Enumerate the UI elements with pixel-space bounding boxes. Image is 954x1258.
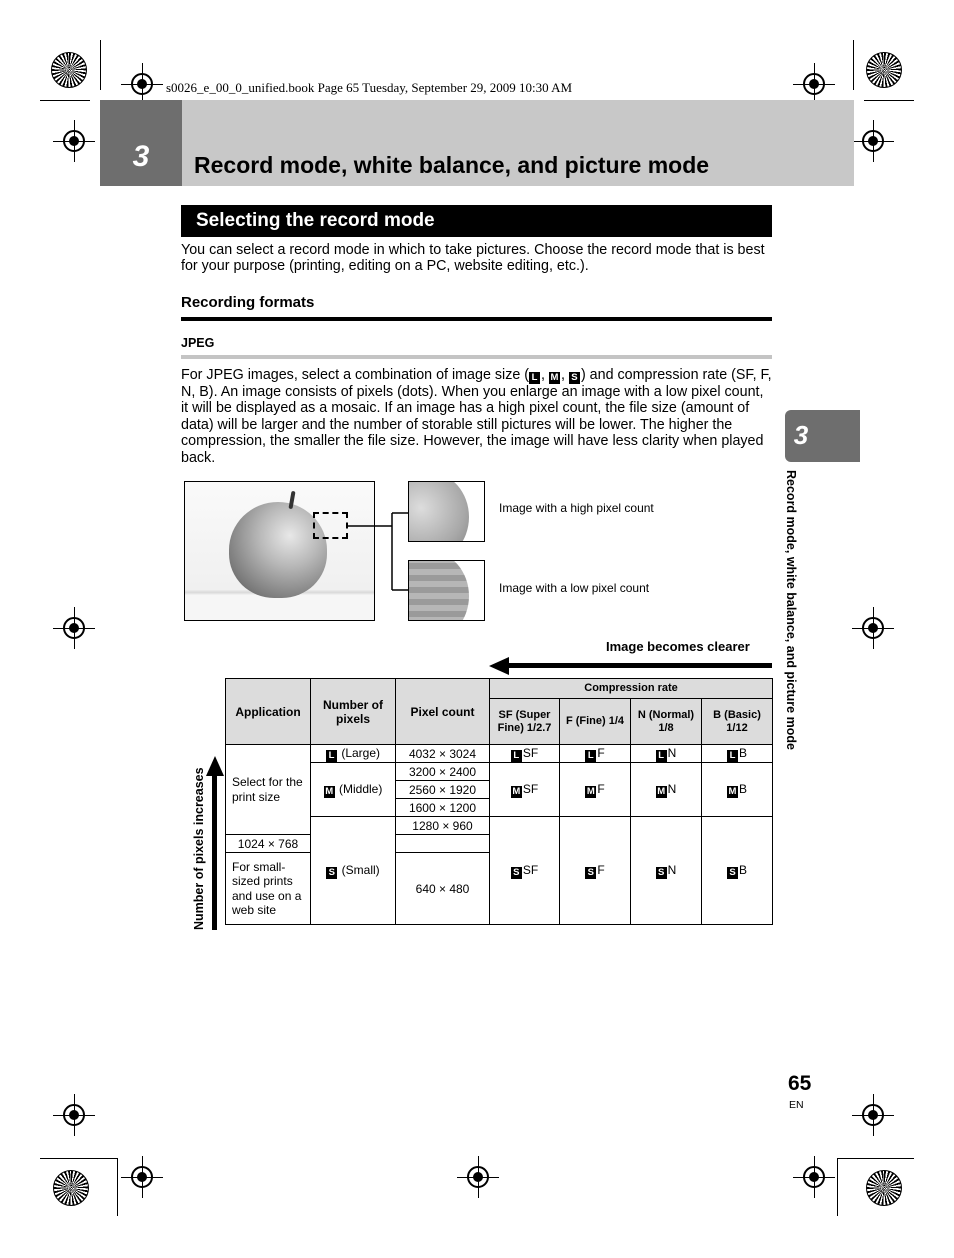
- header-b: B (Basic) 1/12: [702, 699, 773, 745]
- mode-cell: M F: [560, 763, 631, 817]
- crosshair-mark: [803, 1166, 825, 1188]
- subheading-rule: [181, 355, 772, 359]
- pixel-count-cell: 3200 × 2400: [396, 763, 490, 781]
- side-tab-label: Record mode, white balance, and picture mode: [784, 470, 798, 750]
- crosshair-mark: [862, 130, 884, 152]
- large-size-icon: L: [529, 372, 540, 384]
- large-size-icon: L: [326, 750, 337, 762]
- pixel-count-cell: 640 × 480: [396, 853, 490, 925]
- middle-size-icon: M: [550, 372, 559, 383]
- header-f: F (Fine) 1/4: [560, 699, 631, 745]
- table-row: [226, 745, 773, 763]
- high-pixel-thumbnail: [408, 481, 485, 542]
- mode-cell: S N: [631, 817, 702, 925]
- small-size-icon: S: [511, 867, 522, 879]
- mode-cell: L B: [702, 745, 773, 763]
- registration-starburst-top-left: [51, 52, 87, 88]
- record-mode-table: [225, 678, 773, 925]
- crosshair-mark: [63, 1104, 85, 1126]
- mode-cell: M SF: [490, 763, 560, 817]
- large-size-icon: L: [727, 750, 738, 762]
- crop-mark: [117, 1158, 118, 1216]
- page-number: 65: [788, 1072, 812, 1095]
- pixel-count-cell: 4032 × 3024: [396, 745, 490, 763]
- size-large: L (Large): [311, 745, 396, 763]
- large-size-icon: L: [656, 750, 667, 762]
- pixel-count-cell: 1280 × 960: [396, 817, 490, 835]
- large-size-icon: L: [511, 750, 522, 762]
- crosshair-mark: [63, 130, 85, 152]
- crosshair-mark: [131, 1166, 153, 1188]
- pixel-count-cell: 1600 × 1200: [396, 799, 490, 817]
- mode-cell: S F: [560, 817, 631, 925]
- crop-mark: [100, 40, 101, 90]
- crosshair-mark: [467, 1166, 489, 1188]
- size-small: S (Small): [311, 817, 396, 925]
- middle-size-icon: M: [657, 785, 666, 797]
- header-n: N (Normal) 1/8: [631, 699, 702, 745]
- registration-starburst-bottom-right: [866, 1170, 902, 1206]
- crosshair-mark: [862, 617, 884, 639]
- mode-cell: S B: [702, 817, 773, 925]
- side-tab-number: 3: [793, 420, 809, 450]
- mode-cell: L N: [631, 745, 702, 763]
- crosshair-mark: [862, 1104, 884, 1126]
- middle-size-icon: M: [728, 785, 737, 797]
- low-pixel-thumbnail: [408, 560, 485, 621]
- crosshair-mark: [131, 73, 153, 95]
- clearer-label: Image becomes clearer: [606, 639, 750, 654]
- crop-mark: [837, 1158, 914, 1159]
- size-middle: M (Middle): [311, 763, 396, 817]
- header-sf: SF (Super Fine) 1/2.7: [490, 699, 560, 745]
- mode-cell: L F: [560, 745, 631, 763]
- print-header-info: s0026_e_00_0_unified.book Page 65 Tuesday, September 29, 2009 10:30 AM: [166, 80, 573, 95]
- zoom-region-marker: [313, 512, 348, 539]
- up-arrow-shaft: [212, 774, 217, 930]
- up-arrow-icon: [206, 756, 224, 776]
- page-language: EN: [789, 1099, 804, 1111]
- apple-photo: [184, 481, 375, 621]
- crop-mark: [864, 100, 914, 101]
- left-arrow-shaft: [506, 663, 772, 668]
- page-title: Record mode, white balance, and picture mode: [194, 152, 710, 178]
- large-size-icon: L: [585, 750, 596, 762]
- heading-rule: [181, 317, 772, 321]
- section-title: Selecting the record mode: [196, 210, 435, 231]
- high-pixel-label: Image with a high pixel count: [499, 501, 654, 515]
- crosshair-mark: [803, 73, 825, 95]
- small-size-icon: S: [656, 867, 667, 879]
- registration-starburst-top-right: [866, 52, 902, 88]
- pixel-count-cell: 1024 × 768: [226, 835, 311, 853]
- jpeg-description: For JPEG images, select a combination of image size ( L , M , S ) and compression rate (SF, F, N, B). An image consists of pixels (dots). When you enlarge an image with a low pixel count, it will be displayed as a mosaic. If an image has a high pixel count, the file size (amount of data) will be larger and the number of storable still pictures will be lower. The higher the compression, the smaller the file size. However, the image will have less clarity when played back.: [181, 367, 772, 466]
- small-size-icon: S: [585, 867, 596, 879]
- crop-mark: [40, 100, 90, 101]
- small-size-icon: S: [569, 372, 580, 384]
- app-print: Select for the print size: [226, 745, 311, 835]
- header-number-of-pixels: Number of pixels: [311, 679, 396, 745]
- small-size-icon: S: [326, 867, 337, 879]
- recording-formats-heading: Recording formats: [181, 294, 315, 311]
- header-pixel-count: Pixel count: [396, 679, 490, 745]
- header-application: Application: [226, 679, 311, 745]
- connector-lines: [348, 510, 410, 594]
- header-compression-rate: Compression rate: [490, 679, 773, 699]
- pixels-increase-label: Number of pixels increases: [192, 767, 206, 930]
- crop-mark: [853, 40, 854, 90]
- middle-size-icon: M: [325, 785, 334, 797]
- mode-cell: M B: [702, 763, 773, 817]
- jpeg-heading: JPEG: [181, 336, 215, 350]
- crop-mark: [40, 1158, 117, 1159]
- mode-cell: S SF: [490, 817, 560, 925]
- section-intro: You can select a record mode in which to take pictures. Choose the record mode that is best for your purpose (printing, editing on a PC, website editing, etc.).: [181, 242, 765, 275]
- crosshair-mark: [63, 617, 85, 639]
- mode-cell: L SF: [490, 745, 560, 763]
- low-pixel-label: Image with a low pixel count: [499, 581, 650, 595]
- chapter-number: 3: [132, 140, 150, 173]
- middle-size-icon: M: [512, 785, 521, 797]
- registration-starburst-bottom-left: [53, 1170, 89, 1206]
- middle-size-icon: M: [586, 785, 595, 797]
- crop-mark: [837, 1158, 838, 1216]
- mode-cell: M N: [631, 763, 702, 817]
- small-size-icon: S: [727, 867, 738, 879]
- pixel-count-cell: 2560 × 1920: [396, 781, 490, 799]
- app-web: For small-sized prints and use on a web site: [226, 853, 311, 925]
